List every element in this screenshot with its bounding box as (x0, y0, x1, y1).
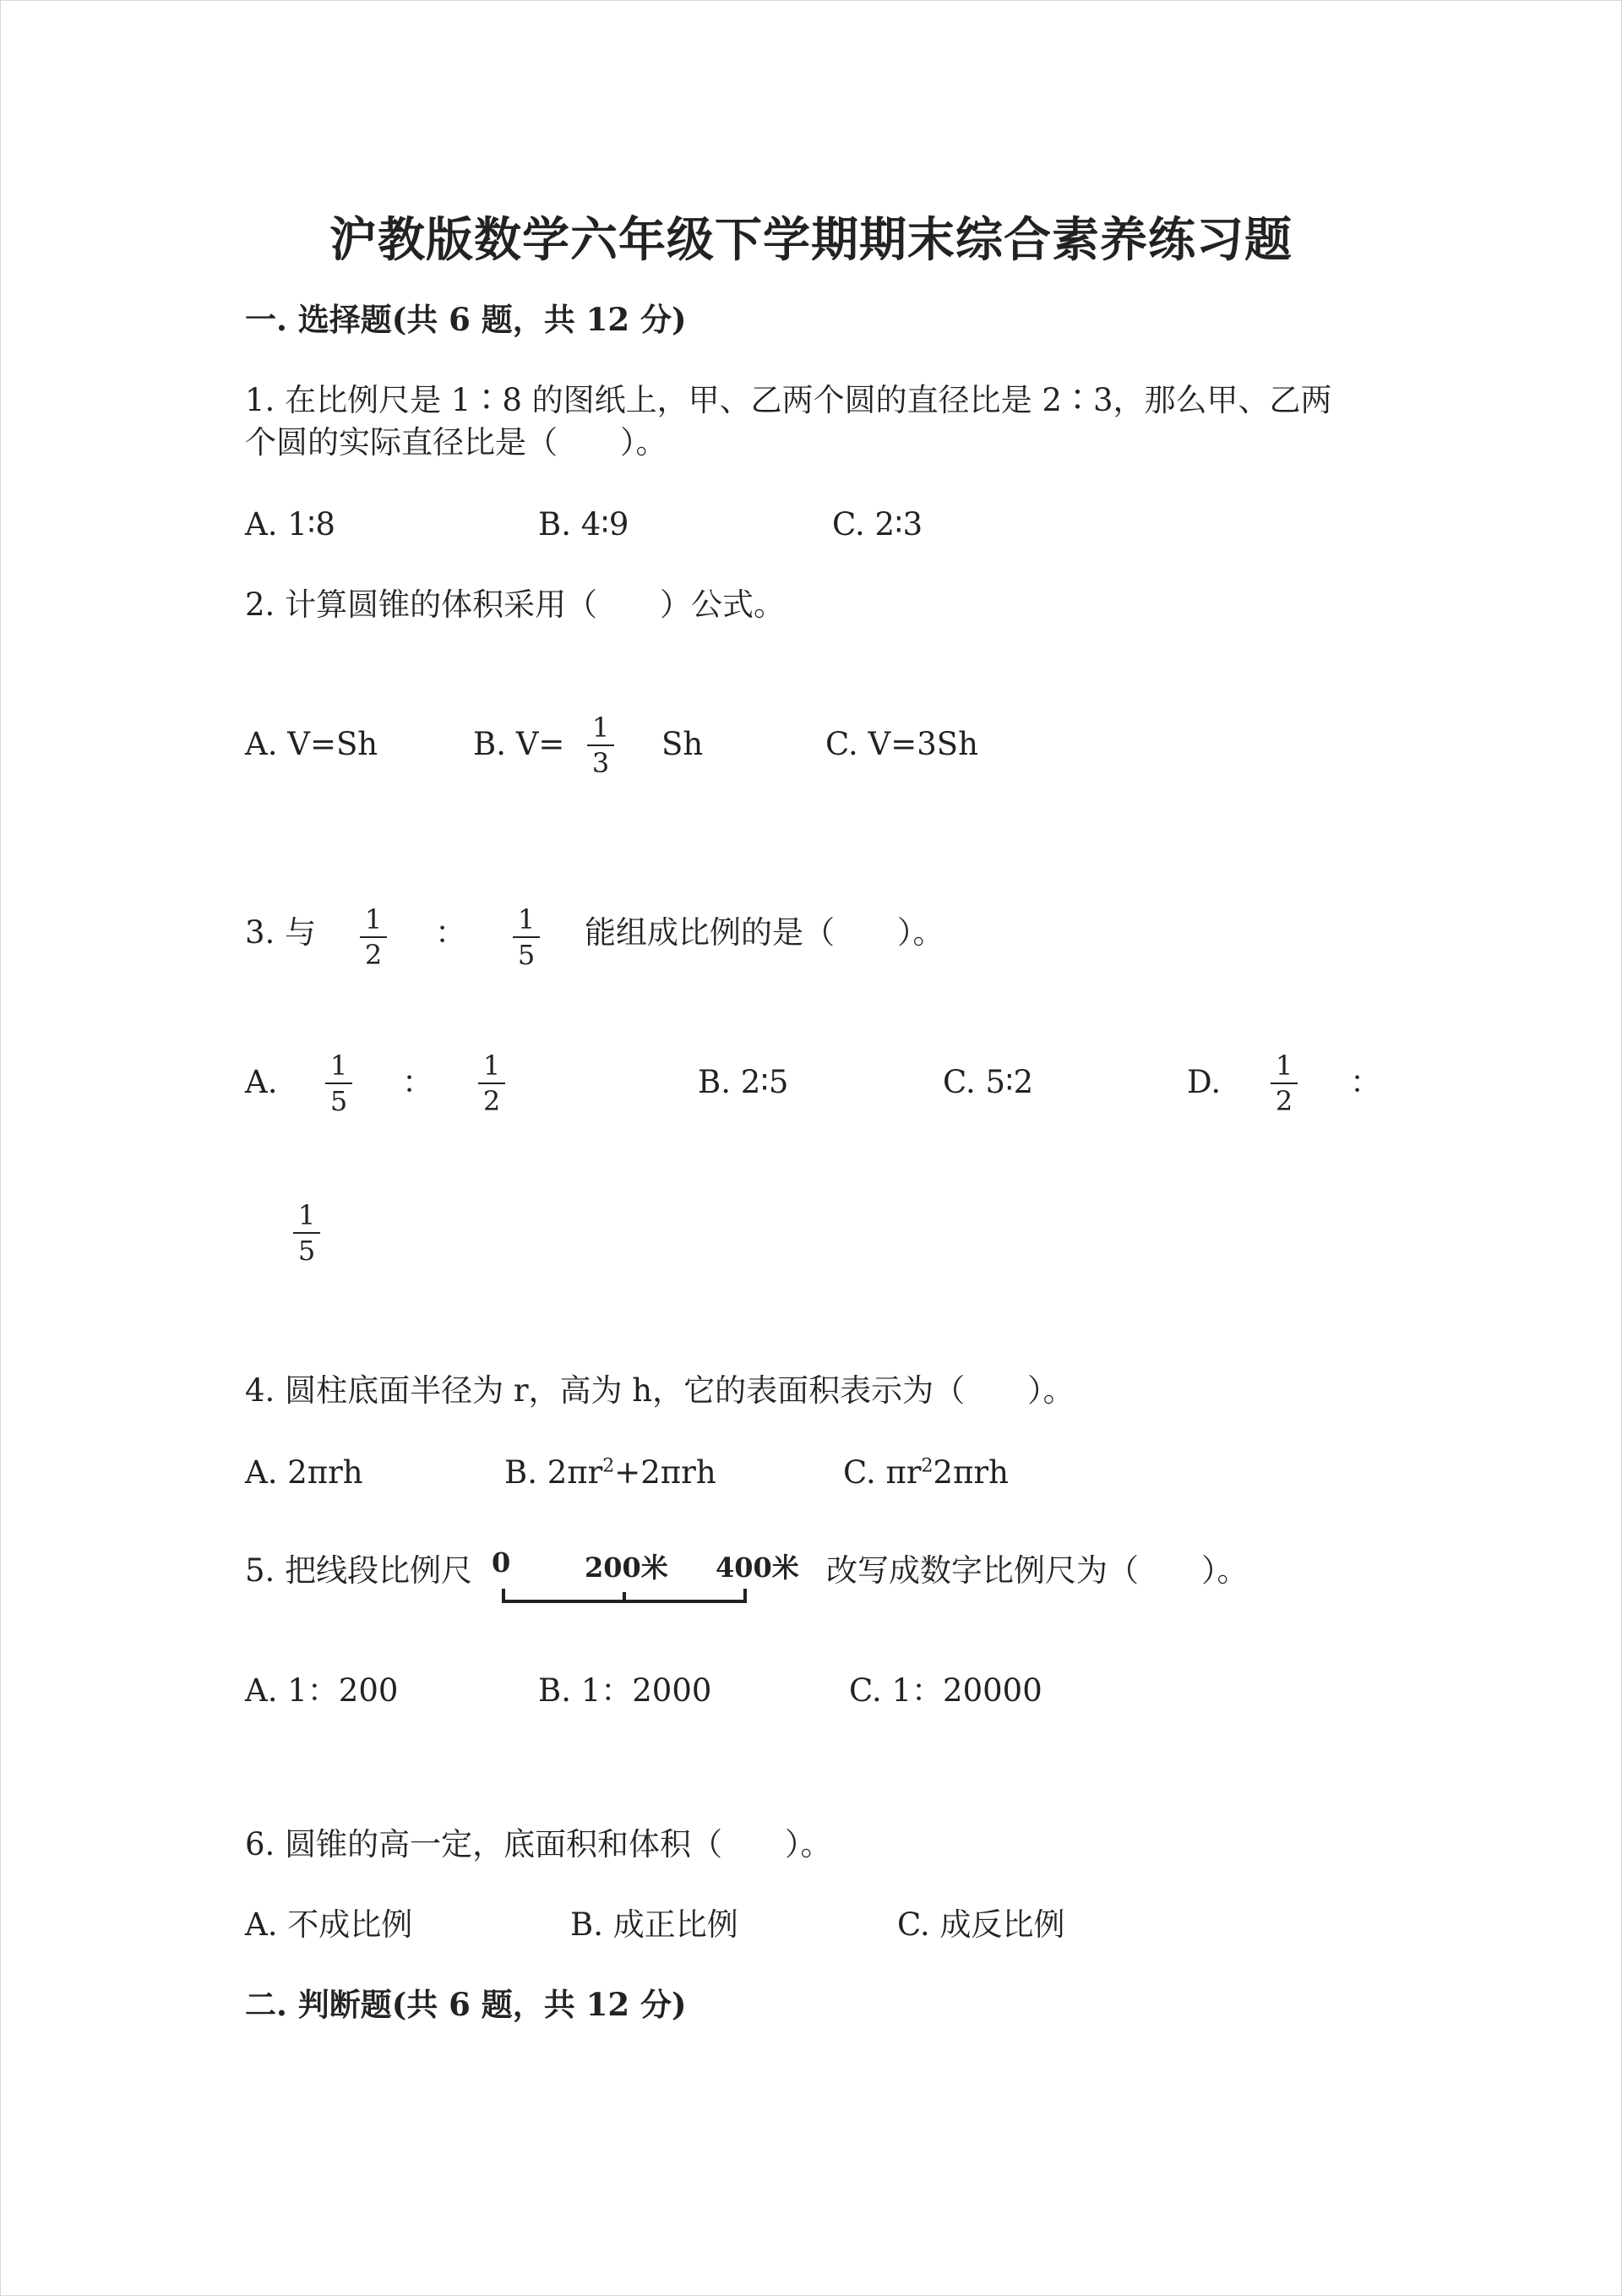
q3-option-a-fraction-2 (475, 1052, 509, 1115)
q4-option-b (504, 1454, 716, 1491)
page-title: 沪教版数学六年级下学期期末综合素养练习题 (329, 212, 1293, 268)
q4-option-c-exponent: 2 (921, 1455, 933, 1477)
q4-option-b-exponent: 2 (602, 1455, 615, 1477)
q3-fraction-one-fifth (509, 903, 543, 971)
q3-option-d-prefix: D. (1187, 1064, 1222, 1100)
q4-option-b-suffix: +2πrh (614, 1454, 716, 1491)
fraction-numerator: 1 (591, 712, 610, 744)
q2-option-b-suffix: Sh (661, 726, 704, 762)
q6-stem: 6. 圆锥的高一定，底面积和体积（ ）。 (245, 1826, 832, 1862)
q6-option-c: C. 成反比例 (897, 1906, 1065, 1943)
fraction-bar (360, 936, 387, 938)
q5-option-b: B. 1：2000 (538, 1672, 712, 1709)
fraction-denominator: 5 (297, 1235, 316, 1267)
q4-option-a: A. 2πrh (245, 1454, 363, 1491)
q4-option-c-suffix: 2πrh (933, 1454, 1009, 1491)
q3-fraction-one-half (357, 903, 390, 971)
q3-option-a-colon: ： (402, 1064, 433, 1100)
section-heading-choice: 一. 选择题(共 6 题，共 12 分) (245, 301, 687, 338)
q5-option-a: A. 1：200 (245, 1672, 399, 1709)
q4-option-b-prefix: B. 2πr (504, 1454, 603, 1491)
fraction-numerator: 1 (329, 1050, 348, 1082)
fraction-bar (587, 744, 614, 746)
q3-option-d-colon: ： (1350, 1064, 1381, 1100)
q3-stem-suffix: 能组成比例的是（ ）。 (585, 914, 944, 951)
q1-option-c: C. 2∶3 (832, 506, 923, 543)
fraction-numerator: 1 (482, 1050, 501, 1082)
fraction-denominator: 5 (329, 1085, 348, 1117)
scale-bar (492, 1546, 796, 1614)
q2-option-a: A. V=Sh (245, 726, 378, 762)
fraction-denominator: 2 (364, 939, 383, 971)
q1-stem-line1: 1. 在比例尺是 1∶8 的图纸上，甲、乙两个圆的直径比是 2∶3，那么甲、乙两 (245, 382, 1332, 418)
q1-option-a: A. 1∶8 (245, 506, 335, 543)
q3-option-a-prefix: A. (245, 1064, 278, 1100)
q3-colon: ： (435, 914, 466, 951)
q3-option-c: C. 5∶2 (943, 1064, 1034, 1100)
q4-option-c-prefix: C. πr (843, 1454, 922, 1491)
q3-option-b: B. 2∶5 (698, 1064, 789, 1100)
fraction-denominator: 2 (1275, 1085, 1293, 1117)
fraction-denominator: 3 (591, 747, 610, 779)
q5-stem-prefix: 5. 把线段比例尺 (245, 1552, 473, 1589)
fraction-bar (478, 1083, 505, 1084)
fraction-denominator: 2 (482, 1085, 501, 1117)
fraction-bar (293, 1232, 320, 1234)
q6-option-a: A. 不成比例 (245, 1906, 413, 1943)
fraction-bar (1271, 1083, 1298, 1084)
q3-option-a-fraction-1 (322, 1052, 356, 1115)
q2-option-c: C. V=3Sh (825, 726, 978, 762)
fraction-denominator: 5 (517, 939, 536, 971)
q5-option-c: C. 1：20000 (849, 1672, 1042, 1709)
q1-option-b: B. 4∶9 (538, 506, 629, 543)
scale-label-200: 200米 (585, 1552, 668, 1584)
q5-stem-suffix: 改写成数字比例尺为（ ）。 (826, 1552, 1249, 1589)
q3-option-d-fraction-1 (1267, 1052, 1301, 1115)
q4-stem: 4. 圆柱底面半径为 r，高为 h，它的表面积表示为（ ）。 (245, 1372, 1075, 1409)
fraction-numerator: 1 (297, 1199, 316, 1231)
fraction-numerator: 1 (364, 903, 383, 935)
q3-stem-prefix: 3. 与 (245, 914, 317, 951)
q2-option-b-prefix: B. V= (473, 726, 565, 762)
scale-label-400: 400米 (716, 1552, 799, 1584)
q3-option-d-fraction-2 (290, 1199, 324, 1267)
section-heading-judgment: 二. 判断题(共 6 题，共 12 分) (245, 1986, 687, 2023)
scale-label-0: 0 (492, 1546, 511, 1579)
fraction-numerator: 1 (517, 903, 536, 935)
line-scale-figure (492, 1546, 799, 1614)
fraction-bar (513, 936, 540, 938)
fraction-bar (325, 1083, 352, 1084)
q1-stem-line2: 个圆的实际直径比是（ ）。 (245, 424, 667, 461)
fraction-numerator: 1 (1275, 1050, 1293, 1082)
q2-fraction-one-third (584, 714, 618, 777)
q2-stem: 2. 计算圆锥的体积采用（ ）公式。 (245, 586, 786, 623)
q6-option-b: B. 成正比例 (570, 1906, 738, 1943)
q4-option-c (843, 1454, 1009, 1491)
